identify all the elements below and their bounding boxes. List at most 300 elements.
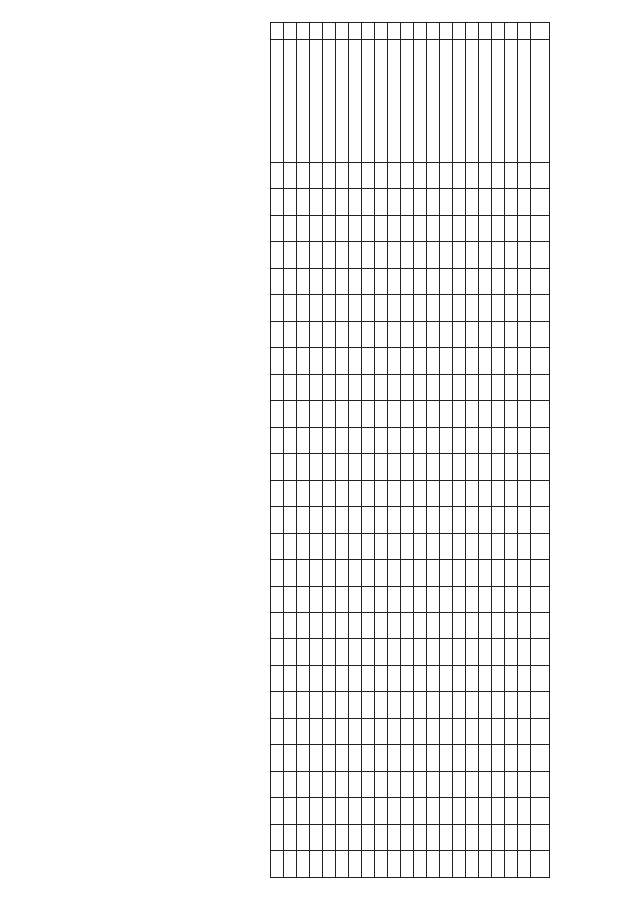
- table-cell: [401, 374, 414, 400]
- table-cell: [349, 480, 362, 506]
- table-cell: [492, 612, 505, 638]
- table-cell: [440, 23, 453, 40]
- table-cell: [310, 348, 323, 374]
- table-cell: [271, 665, 284, 691]
- table-cell: [271, 268, 284, 294]
- table-cell: [284, 586, 297, 612]
- municipality-cell: [440, 40, 453, 163]
- table-cell: [323, 374, 336, 400]
- table-cell: [453, 665, 466, 691]
- table-cell: [297, 321, 310, 347]
- table-row: [297, 23, 310, 878]
- table-cell: [388, 692, 401, 718]
- table-row: [310, 23, 323, 878]
- table-cell: [414, 586, 427, 612]
- table-cell: [349, 427, 362, 453]
- table-cell: [310, 560, 323, 586]
- table-cell: [440, 771, 453, 797]
- table-cell: [427, 454, 440, 480]
- table-cell: [427, 798, 440, 824]
- table-cell: [427, 639, 440, 665]
- table-cell: [427, 295, 440, 321]
- header-cell: [531, 560, 550, 586]
- table-cell: [414, 295, 427, 321]
- table-cell: [479, 560, 492, 586]
- table-cell: [440, 745, 453, 771]
- table-cell: [401, 163, 414, 189]
- table-cell: [414, 374, 427, 400]
- table-cell: [479, 665, 492, 691]
- municipality-cell: [297, 40, 310, 163]
- table-cell: [349, 215, 362, 241]
- table-cell: [505, 401, 518, 427]
- table-cell: [310, 639, 323, 665]
- table-cell: [466, 215, 479, 241]
- table-cell: [492, 586, 505, 612]
- table-cell: [375, 692, 388, 718]
- table-cell: [336, 692, 349, 718]
- table-cell: [336, 718, 349, 744]
- table-cell: [323, 454, 336, 480]
- table-cell: [440, 851, 453, 878]
- table-cell: [349, 560, 362, 586]
- table-cell: [388, 665, 401, 691]
- header-cell: [531, 215, 550, 241]
- table-cell: [453, 454, 466, 480]
- table-cell: [466, 639, 479, 665]
- table-cell: [388, 242, 401, 268]
- table-cell: [349, 586, 362, 612]
- table-cell: [284, 824, 297, 850]
- table-cell: [297, 454, 310, 480]
- table-cell: [479, 745, 492, 771]
- municipality-cell: [518, 40, 531, 163]
- table-cell: [297, 851, 310, 878]
- table-cell: [362, 824, 375, 850]
- table-cell: [336, 507, 349, 533]
- table-cell: [440, 295, 453, 321]
- table-cell: [453, 718, 466, 744]
- table-cell: [336, 533, 349, 559]
- table-cell: [466, 533, 479, 559]
- table-cell: [310, 268, 323, 294]
- table-cell: [297, 665, 310, 691]
- table-cell: [297, 242, 310, 268]
- table-cell: [492, 798, 505, 824]
- table-cell: [518, 348, 531, 374]
- table-cell: [284, 454, 297, 480]
- table-cell: [479, 851, 492, 878]
- table-cell: [427, 560, 440, 586]
- table-cell: [466, 242, 479, 268]
- table-cell: [401, 665, 414, 691]
- table-cell: [362, 507, 375, 533]
- table-cell: [375, 745, 388, 771]
- table-cell: [375, 639, 388, 665]
- table-cell: [440, 718, 453, 744]
- table-cell: [505, 639, 518, 665]
- table-cell: [518, 401, 531, 427]
- table-cell: [518, 665, 531, 691]
- header-cell: [531, 480, 550, 506]
- municipality-cell: [349, 40, 362, 163]
- table-cell: [414, 268, 427, 294]
- table-cell: [323, 692, 336, 718]
- table-cell: [388, 163, 401, 189]
- table-cell: [479, 798, 492, 824]
- table-cell: [466, 692, 479, 718]
- table-cell: [375, 374, 388, 400]
- table-cell: [388, 348, 401, 374]
- table-cell: [310, 163, 323, 189]
- table-cell: [518, 321, 531, 347]
- table-cell: [284, 718, 297, 744]
- table-cell: [427, 507, 440, 533]
- table-cell: [479, 163, 492, 189]
- table-cell: [401, 586, 414, 612]
- table-cell: [349, 718, 362, 744]
- table-cell: [336, 851, 349, 878]
- table-cell: [466, 798, 479, 824]
- municipality-cell: [414, 40, 427, 163]
- table-cell: [440, 560, 453, 586]
- table-row: [349, 23, 362, 878]
- table-cell: [388, 427, 401, 453]
- table-cell: [414, 321, 427, 347]
- table-cell: [427, 348, 440, 374]
- table-cell: [492, 665, 505, 691]
- header-cell: [531, 612, 550, 638]
- table-row: [414, 23, 427, 878]
- header-cell: [531, 242, 550, 268]
- table-cell: [297, 586, 310, 612]
- table-cell: [336, 23, 349, 40]
- table-cell: [323, 242, 336, 268]
- table-cell: [349, 321, 362, 347]
- table-cell: [414, 401, 427, 427]
- table-cell: [349, 824, 362, 850]
- table-row: [518, 23, 531, 878]
- table-cell: [401, 321, 414, 347]
- table-cell: [375, 718, 388, 744]
- table-cell: [297, 771, 310, 797]
- table-cell: [349, 771, 362, 797]
- table-cell: [466, 427, 479, 453]
- table-cell: [336, 560, 349, 586]
- header-cell: [531, 268, 550, 294]
- table-cell: [505, 745, 518, 771]
- table-cell: [479, 639, 492, 665]
- table-cell: [518, 374, 531, 400]
- table-cell: [401, 612, 414, 638]
- table-cell: [440, 533, 453, 559]
- table-cell: [349, 851, 362, 878]
- table-cell: [492, 480, 505, 506]
- table-cell: [271, 639, 284, 665]
- table-cell: [492, 718, 505, 744]
- table-cell: [284, 480, 297, 506]
- table-cell: [297, 189, 310, 215]
- table-cell: [492, 163, 505, 189]
- table-cell: [505, 268, 518, 294]
- municipality-cell: [375, 40, 388, 163]
- table-cell: [479, 586, 492, 612]
- table-cell: [401, 295, 414, 321]
- table-cell: [362, 560, 375, 586]
- table-cell: [284, 189, 297, 215]
- table-cell: [349, 189, 362, 215]
- table-cell: [323, 163, 336, 189]
- table-row: [375, 23, 388, 878]
- table-cell: [505, 348, 518, 374]
- table-cell: [349, 798, 362, 824]
- table-cell: [310, 586, 323, 612]
- table-cell: [271, 851, 284, 878]
- table-cell: [518, 745, 531, 771]
- table-cell: [479, 348, 492, 374]
- table-cell: [284, 348, 297, 374]
- table-cell: [375, 348, 388, 374]
- table-cell: [427, 242, 440, 268]
- table-cell: [297, 401, 310, 427]
- table-cell: [492, 401, 505, 427]
- table-cell: [323, 507, 336, 533]
- table-cell: [271, 480, 284, 506]
- table-cell: [479, 23, 492, 40]
- table-cell: [427, 480, 440, 506]
- table-row: [479, 23, 492, 878]
- table-cell: [323, 824, 336, 850]
- table-cell: [427, 745, 440, 771]
- table-cell: [427, 851, 440, 878]
- table-cell: [323, 665, 336, 691]
- table-cell: [401, 692, 414, 718]
- table-cell: [479, 401, 492, 427]
- table-cell: [284, 163, 297, 189]
- table-cell: [271, 374, 284, 400]
- table-cell: [336, 401, 349, 427]
- header-cell: [531, 427, 550, 453]
- table-cell: [271, 612, 284, 638]
- table-cell: [375, 771, 388, 797]
- table-cell: [388, 507, 401, 533]
- table-cell: [492, 507, 505, 533]
- table-cell: [414, 798, 427, 824]
- table-cell: [310, 454, 323, 480]
- table-cell: [453, 824, 466, 850]
- table-cell: [310, 533, 323, 559]
- table-cell: [375, 480, 388, 506]
- table-cell: [323, 268, 336, 294]
- table-cell: [336, 745, 349, 771]
- table-cell: [466, 612, 479, 638]
- table-cell: [466, 586, 479, 612]
- table-cell: [440, 163, 453, 189]
- table-cell: [427, 163, 440, 189]
- table-cell: [505, 321, 518, 347]
- table-cell: [518, 798, 531, 824]
- table-cell: [284, 639, 297, 665]
- table-cell: [518, 480, 531, 506]
- table-cell: [271, 560, 284, 586]
- table-cell: [401, 215, 414, 241]
- table-cell: [375, 612, 388, 638]
- table-cell: [271, 242, 284, 268]
- table-cell: [310, 798, 323, 824]
- table-cell: [453, 348, 466, 374]
- table-cell: [414, 665, 427, 691]
- table-cell: [479, 771, 492, 797]
- table-row: [336, 23, 349, 878]
- table-cell: [453, 374, 466, 400]
- table-cell: [492, 745, 505, 771]
- table-cell: [388, 189, 401, 215]
- table-cell: [466, 665, 479, 691]
- table-cell: [427, 612, 440, 638]
- table-cell: [336, 268, 349, 294]
- municipality-cell: [453, 40, 466, 163]
- table-cell: [453, 427, 466, 453]
- table-cell: [336, 480, 349, 506]
- header-cell: [531, 40, 550, 163]
- table-cell: [336, 215, 349, 241]
- header-cell: [531, 824, 550, 850]
- table-cell: [401, 427, 414, 453]
- cost-table: [270, 22, 550, 878]
- table-cell: [362, 851, 375, 878]
- table-cell: [479, 507, 492, 533]
- table-cell: [440, 268, 453, 294]
- table-head: [531, 23, 550, 878]
- table-cell: [466, 348, 479, 374]
- table-cell: [492, 454, 505, 480]
- table-cell: [414, 771, 427, 797]
- table-cell: [297, 374, 310, 400]
- table-cell: [414, 454, 427, 480]
- table-cell: [336, 321, 349, 347]
- municipality-cell: [492, 40, 505, 163]
- table-cell: [427, 427, 440, 453]
- header-cell: [531, 189, 550, 215]
- table-cell: [492, 215, 505, 241]
- header-cell: [531, 718, 550, 744]
- table-cell: [362, 665, 375, 691]
- table-cell: [349, 692, 362, 718]
- table-cell: [284, 242, 297, 268]
- table-cell: [375, 321, 388, 347]
- table-cell: [401, 533, 414, 559]
- table-cell: [440, 586, 453, 612]
- table-cell: [336, 771, 349, 797]
- table-cell: [479, 480, 492, 506]
- table-cell: [336, 374, 349, 400]
- table-cell: [388, 401, 401, 427]
- table-cell: [323, 771, 336, 797]
- table-cell: [388, 321, 401, 347]
- table-cell: [349, 348, 362, 374]
- table-cell: [492, 348, 505, 374]
- municipality-cell: [479, 40, 492, 163]
- table-cell: [323, 533, 336, 559]
- table-cell: [271, 427, 284, 453]
- municipality-cell: [271, 40, 284, 163]
- table-cell: [349, 374, 362, 400]
- table-cell: [375, 586, 388, 612]
- table-cell: [518, 268, 531, 294]
- table-cell: [323, 798, 336, 824]
- table-cell: [466, 23, 479, 40]
- table-cell: [505, 374, 518, 400]
- table-cell: [518, 533, 531, 559]
- table-cell: [401, 23, 414, 40]
- table-cell: [492, 824, 505, 850]
- table-cell: [414, 533, 427, 559]
- table-cell: [323, 586, 336, 612]
- table-cell: [271, 692, 284, 718]
- table-cell: [362, 692, 375, 718]
- table-row: [284, 23, 297, 878]
- table-cell: [466, 454, 479, 480]
- table-cell: [401, 242, 414, 268]
- table-cell: [336, 665, 349, 691]
- table-cell: [297, 215, 310, 241]
- table-cell: [453, 586, 466, 612]
- table-cell: [362, 718, 375, 744]
- table-cell: [453, 163, 466, 189]
- table-cell: [284, 665, 297, 691]
- table-cell: [505, 692, 518, 718]
- table-cell: [453, 242, 466, 268]
- table-cell: [388, 268, 401, 294]
- table-cell: [414, 189, 427, 215]
- table-cell: [336, 427, 349, 453]
- table-row: [271, 23, 284, 878]
- table-cell: [362, 454, 375, 480]
- table-cell: [453, 771, 466, 797]
- table-cell: [401, 189, 414, 215]
- table-cell: [427, 268, 440, 294]
- table-cell: [479, 454, 492, 480]
- table-cell: [284, 268, 297, 294]
- header-cell: [531, 771, 550, 797]
- table-cell: [284, 560, 297, 586]
- table-cell: [453, 798, 466, 824]
- table-cell: [362, 268, 375, 294]
- table-cell: [362, 427, 375, 453]
- municipality-cell: [284, 40, 297, 163]
- table-cell: [310, 612, 323, 638]
- table-cell: [401, 480, 414, 506]
- table-cell: [388, 295, 401, 321]
- table-cell: [518, 454, 531, 480]
- table-cell: [427, 824, 440, 850]
- table-cell: [466, 268, 479, 294]
- table-cell: [466, 824, 479, 850]
- table-cell: [375, 427, 388, 453]
- header-cell: [531, 851, 550, 878]
- table-cell: [492, 268, 505, 294]
- table-cell: [453, 480, 466, 506]
- header-cell: [531, 798, 550, 824]
- table-cell: [349, 665, 362, 691]
- municipality-cell: [336, 40, 349, 163]
- header-cell: [531, 401, 550, 427]
- table-cell: [505, 560, 518, 586]
- table-cell: [297, 295, 310, 321]
- table-cell: [466, 374, 479, 400]
- table-cell: [453, 851, 466, 878]
- table-cell: [323, 321, 336, 347]
